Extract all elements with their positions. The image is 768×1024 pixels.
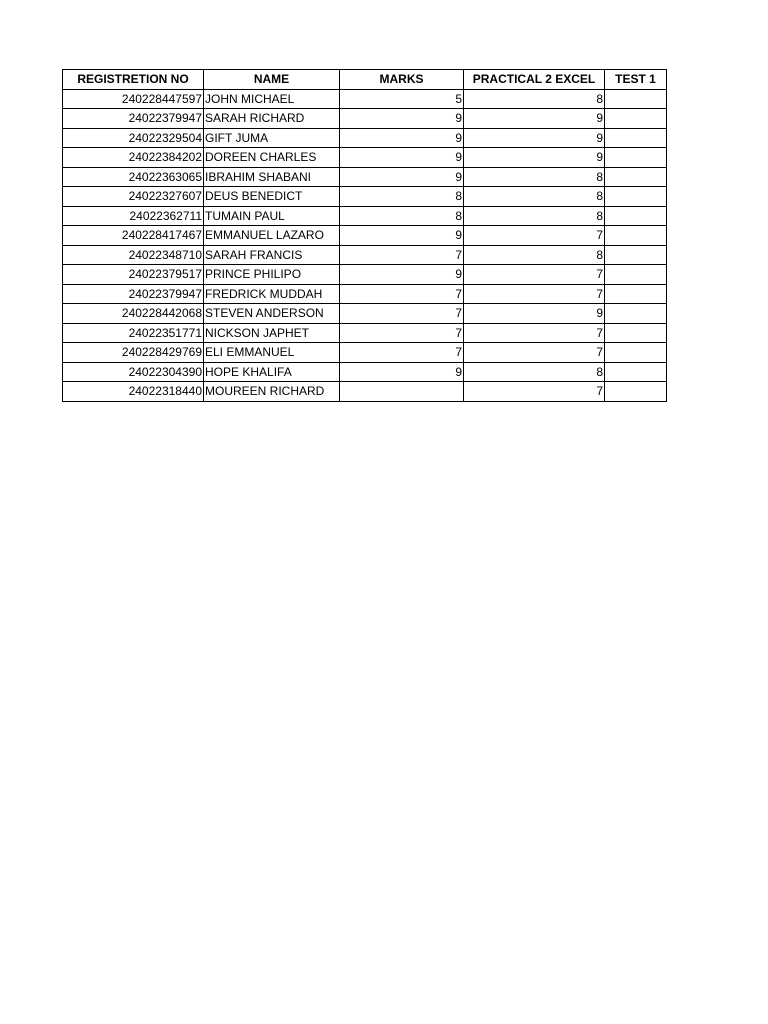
cell-test-1 xyxy=(605,89,667,109)
table-row xyxy=(63,284,667,304)
table-row xyxy=(63,323,667,343)
cell-registration-no: 24022379517 xyxy=(63,265,204,285)
table-row xyxy=(63,226,667,246)
cell-practical-2-excel: 7 xyxy=(464,382,605,402)
table-row xyxy=(63,167,667,187)
cell-test-1 xyxy=(605,206,667,226)
table-row xyxy=(63,265,667,285)
cell-registration-no: 24022304390 xyxy=(63,362,204,382)
cell-name: FREDRICK MUDDAH xyxy=(204,284,340,304)
cell-test-1 xyxy=(605,187,667,207)
cell-practical-2-excel: 8 xyxy=(464,245,605,265)
table-row xyxy=(63,382,667,402)
cell-practical-2-excel: 8 xyxy=(464,167,605,187)
header-marks: MARKS xyxy=(340,70,464,90)
cell-test-1 xyxy=(605,167,667,187)
cell-registration-no: 240228447597 xyxy=(63,89,204,109)
cell-marks xyxy=(340,382,464,402)
cell-registration-no: 24022329504 xyxy=(63,128,204,148)
cell-name: SARAH RICHARD xyxy=(204,109,340,129)
table-row xyxy=(63,187,667,207)
cell-marks: 5 xyxy=(340,89,464,109)
cell-registration-no: 24022379947 xyxy=(63,284,204,304)
cell-registration-no: 240228429769 xyxy=(63,343,204,363)
cell-name: MOUREEN RICHARD xyxy=(204,382,340,402)
cell-marks: 9 xyxy=(340,167,464,187)
header-test-1: TEST 1 xyxy=(605,70,667,90)
cell-practical-2-excel: 9 xyxy=(464,109,605,129)
cell-test-1 xyxy=(605,362,667,382)
cell-test-1 xyxy=(605,109,667,129)
cell-marks: 8 xyxy=(340,187,464,207)
cell-name: EMMANUEL LAZARO xyxy=(204,226,340,246)
cell-practical-2-excel: 9 xyxy=(464,128,605,148)
cell-practical-2-excel: 9 xyxy=(464,304,605,324)
table-row xyxy=(63,362,667,382)
cell-name: STEVEN ANDERSON xyxy=(204,304,340,324)
cell-practical-2-excel: 7 xyxy=(464,265,605,285)
cell-marks: 9 xyxy=(340,362,464,382)
cell-practical-2-excel: 9 xyxy=(464,148,605,168)
table-row xyxy=(63,343,667,363)
cell-test-1 xyxy=(605,226,667,246)
cell-marks: 9 xyxy=(340,128,464,148)
cell-test-1 xyxy=(605,265,667,285)
table-body xyxy=(63,89,667,401)
cell-practical-2-excel: 7 xyxy=(464,226,605,246)
table-row xyxy=(63,89,667,109)
cell-name: TUMAIN PAUL xyxy=(204,206,340,226)
cell-test-1 xyxy=(605,284,667,304)
cell-registration-no: 24022379947 xyxy=(63,109,204,129)
header-registration-no: REGISTRETION NO xyxy=(63,70,204,90)
cell-marks: 7 xyxy=(340,245,464,265)
cell-test-1 xyxy=(605,128,667,148)
cell-test-1 xyxy=(605,382,667,402)
cell-registration-no: 24022384202 xyxy=(63,148,204,168)
cell-marks: 9 xyxy=(340,109,464,129)
cell-name: DEUS BENEDICT xyxy=(204,187,340,207)
cell-test-1 xyxy=(605,245,667,265)
cell-name: DOREEN CHARLES xyxy=(204,148,340,168)
cell-registration-no: 24022348710 xyxy=(63,245,204,265)
cell-registration-no: 240228442068 xyxy=(63,304,204,324)
cell-name: JOHN MICHAEL xyxy=(204,89,340,109)
cell-marks: 7 xyxy=(340,304,464,324)
header-row xyxy=(63,70,667,90)
cell-marks: 7 xyxy=(340,323,464,343)
cell-test-1 xyxy=(605,343,667,363)
marks-sheet xyxy=(62,69,667,402)
cell-name: PRINCE PHILIPO xyxy=(204,265,340,285)
cell-name: ELI EMMANUEL xyxy=(204,343,340,363)
cell-marks: 9 xyxy=(340,226,464,246)
cell-registration-no: 24022363065 xyxy=(63,167,204,187)
cell-marks: 7 xyxy=(340,343,464,363)
cell-test-1 xyxy=(605,304,667,324)
cell-marks: 7 xyxy=(340,284,464,304)
cell-name: IBRAHIM SHABANI xyxy=(204,167,340,187)
cell-registration-no: 24022327607 xyxy=(63,187,204,207)
table-row xyxy=(63,245,667,265)
cell-test-1 xyxy=(605,148,667,168)
cell-registration-no: 24022351771 xyxy=(63,323,204,343)
marks-table xyxy=(62,69,667,402)
header-practical-2-excel: PRACTICAL 2 EXCEL xyxy=(464,70,605,90)
cell-practical-2-excel: 8 xyxy=(464,362,605,382)
cell-registration-no: 24022318440 xyxy=(63,382,204,402)
cell-marks: 8 xyxy=(340,206,464,226)
cell-marks: 9 xyxy=(340,148,464,168)
cell-name: NICKSON JAPHET xyxy=(204,323,340,343)
cell-practical-2-excel: 8 xyxy=(464,89,605,109)
header-name: NAME xyxy=(204,70,340,90)
cell-practical-2-excel: 7 xyxy=(464,323,605,343)
cell-practical-2-excel: 7 xyxy=(464,284,605,304)
table-row xyxy=(63,128,667,148)
cell-registration-no: 24022362711 xyxy=(63,206,204,226)
cell-registration-no: 240228417467 xyxy=(63,226,204,246)
table-row xyxy=(63,304,667,324)
cell-name: SARAH FRANCIS xyxy=(204,245,340,265)
cell-name: GIFT JUMA xyxy=(204,128,340,148)
cell-test-1 xyxy=(605,323,667,343)
cell-practical-2-excel: 7 xyxy=(464,343,605,363)
cell-marks: 9 xyxy=(340,265,464,285)
table-row xyxy=(63,148,667,168)
cell-practical-2-excel: 8 xyxy=(464,206,605,226)
cell-practical-2-excel: 8 xyxy=(464,187,605,207)
table-row xyxy=(63,206,667,226)
cell-name: HOPE KHALIFA xyxy=(204,362,340,382)
table-row xyxy=(63,109,667,129)
